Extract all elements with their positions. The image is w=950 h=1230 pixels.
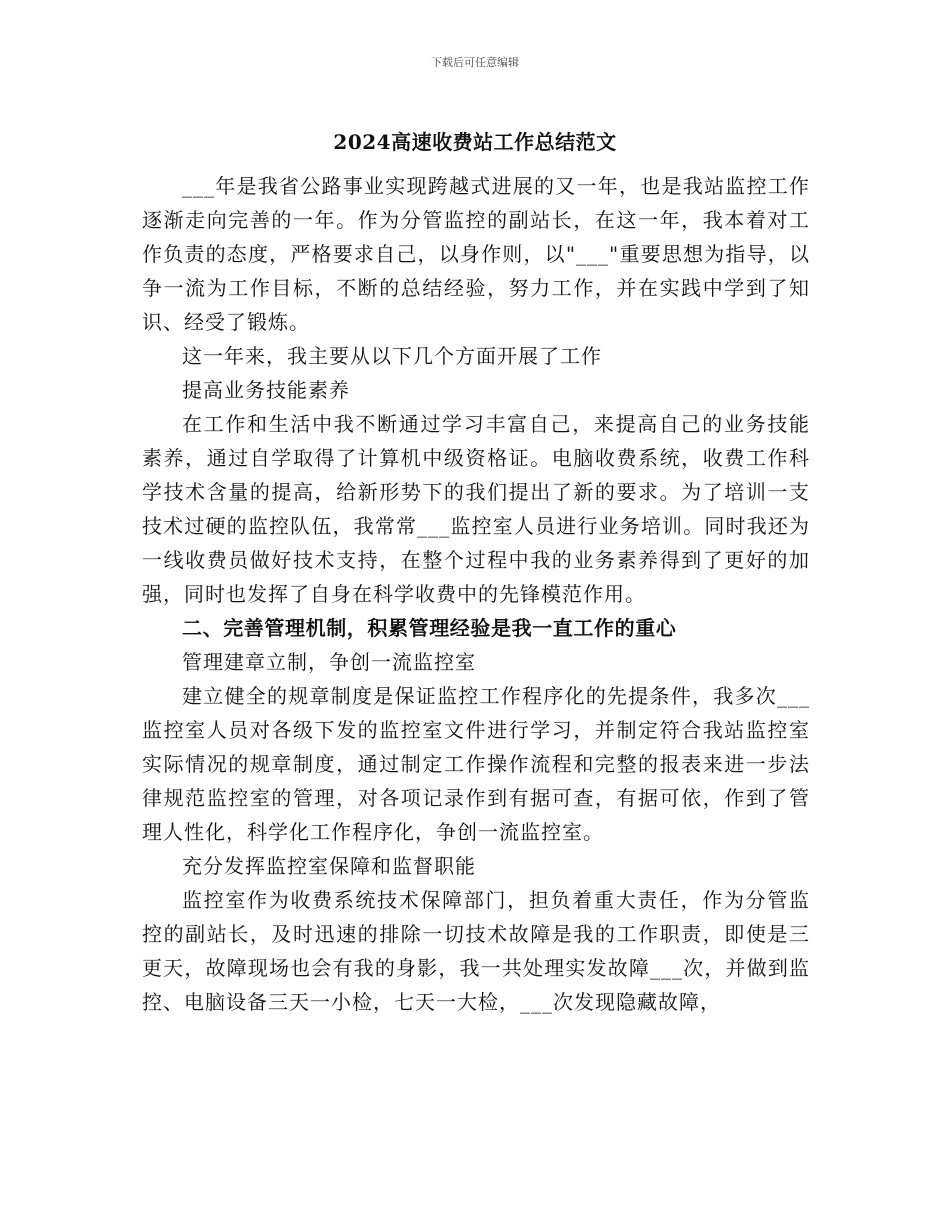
header-note: 下载后可任意编辑 (431, 56, 519, 69)
document-title: 2024高速收费站工作总结范文 (333, 130, 617, 154)
paragraph-skills: 在工作和生活中我不断通过学习丰富自己，来提高自己的业务技能素养，通过自学取得了计算机中级资格证。电脑收费系统，收费工作科学技术含量的提高，给新形势下的我们提出了新的要求。为了培训一支技术过硬的监控队伍，我常常___监控室人员进行业务培训。同时我还为一线收费员做好技术支持，在整个过程中我的业务素养得到了更好的加强，同时也发挥了自身在科学收费中的先锋模范作用。 (142, 412, 810, 606)
subheading-supervision: 充分发挥监控室保障和监督职能 (182, 854, 476, 878)
document-body (142, 169, 810, 1019)
paragraph-overview: 这一年来，我主要从以下几个方面开展了工作 (182, 344, 602, 368)
paragraph-supervision: 监控室作为收费系统技术保障部门，担负着重大责任，作为分管监控的副站长，及时迅速的排除一切技术故障是我的工作职责，即使是三更天，故障现场也会有我的身影，我一共处理实发故障___次，并做到监控、电脑设备三天一小检，七天一大检，___次发现隐藏故障， (142, 888, 810, 1014)
paragraph-rules: 建立健全的规章制度是保证监控工作程序化的先提条件，我多次___监控室人员对各级下发的监控室文件进行学习，并制定符合我站监控室实际情况的规章制度，通过制定工作操作流程和完整的报表来进一步法律规范监控室的管理，对各项记录作到有据可查，有据可依，作到了管理人性化，科学化工作程序化，争创一流监控室。 (142, 684, 810, 844)
section-heading-skills: 提高业务技能素养 (182, 378, 350, 402)
paragraph-intro: ___年是我省公路事业实现跨越式进展的又一年，也是我站监控工作逐渐走向完善的一年。作为分管监控的副站长，在这一年，我本着对工作负责的态度，严格要求自己，以身作则，以"___"重要思想为指导，以争一流为工作目标，不断的总结经验，努力工作，并在实践中学到了知识、经受了锻炼。 (142, 174, 810, 334)
subheading-rules: 管理建章立制，争创一流监控室 (182, 650, 476, 674)
section-heading-management: 二、完善管理机制，积累管理经验是我一直工作的重心 (182, 616, 677, 640)
